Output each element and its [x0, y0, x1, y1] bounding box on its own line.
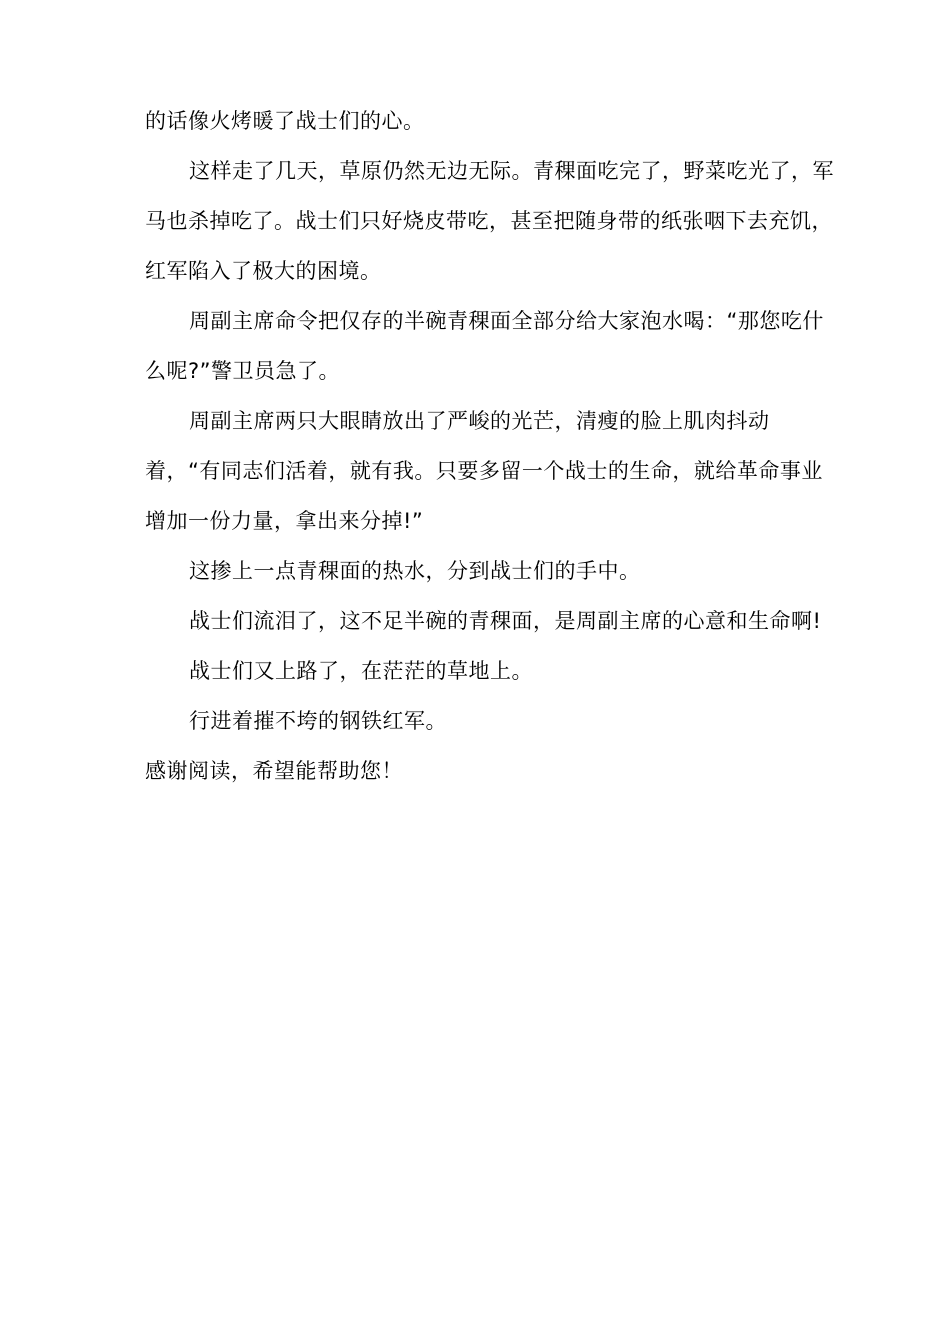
document-body [145, 96, 835, 796]
paragraph-3: 周副主席命令把仅存的半碗青稞面全部分给大家泡水喝：“那您吃什么呢?”警卫员急了。 [145, 309, 824, 383]
paragraph-4: 周副主席两只大眼睛放出了严峻的光芒，清瘦的脸上肌肉抖动着，“有同志们活着，就有我。只要多留一个战士的生命，就给革命事业增加一份力量，拿出来分掉!” [145, 409, 823, 533]
paragraph-5: 这掺上一点青稞面的热水，分到战士们的手中。 [189, 559, 641, 583]
paragraph-2: 这样走了几天，草原仍然无边无际。青稞面吃完了，野菜吃光了，军马也杀掉吃了。战士们只好烧皮带吃，甚至把随身带的纸张咽下去充饥，红军陷入了极大的困境。 [145, 159, 834, 283]
paragraph-8: 行进着摧不垮的钢铁红军。 [189, 709, 447, 733]
closing-note: 感谢阅读，希望能帮助您！ [145, 759, 403, 783]
paragraph-7: 战士们又上路了，在茫茫的草地上。 [189, 659, 533, 683]
paragraph-6: 战士们流泪了，这不足半碗的青稞面，是周副主席的心意和生命啊! [189, 609, 822, 633]
paragraph-1: 的话像火烤暖了战士们的心。 [145, 109, 425, 133]
